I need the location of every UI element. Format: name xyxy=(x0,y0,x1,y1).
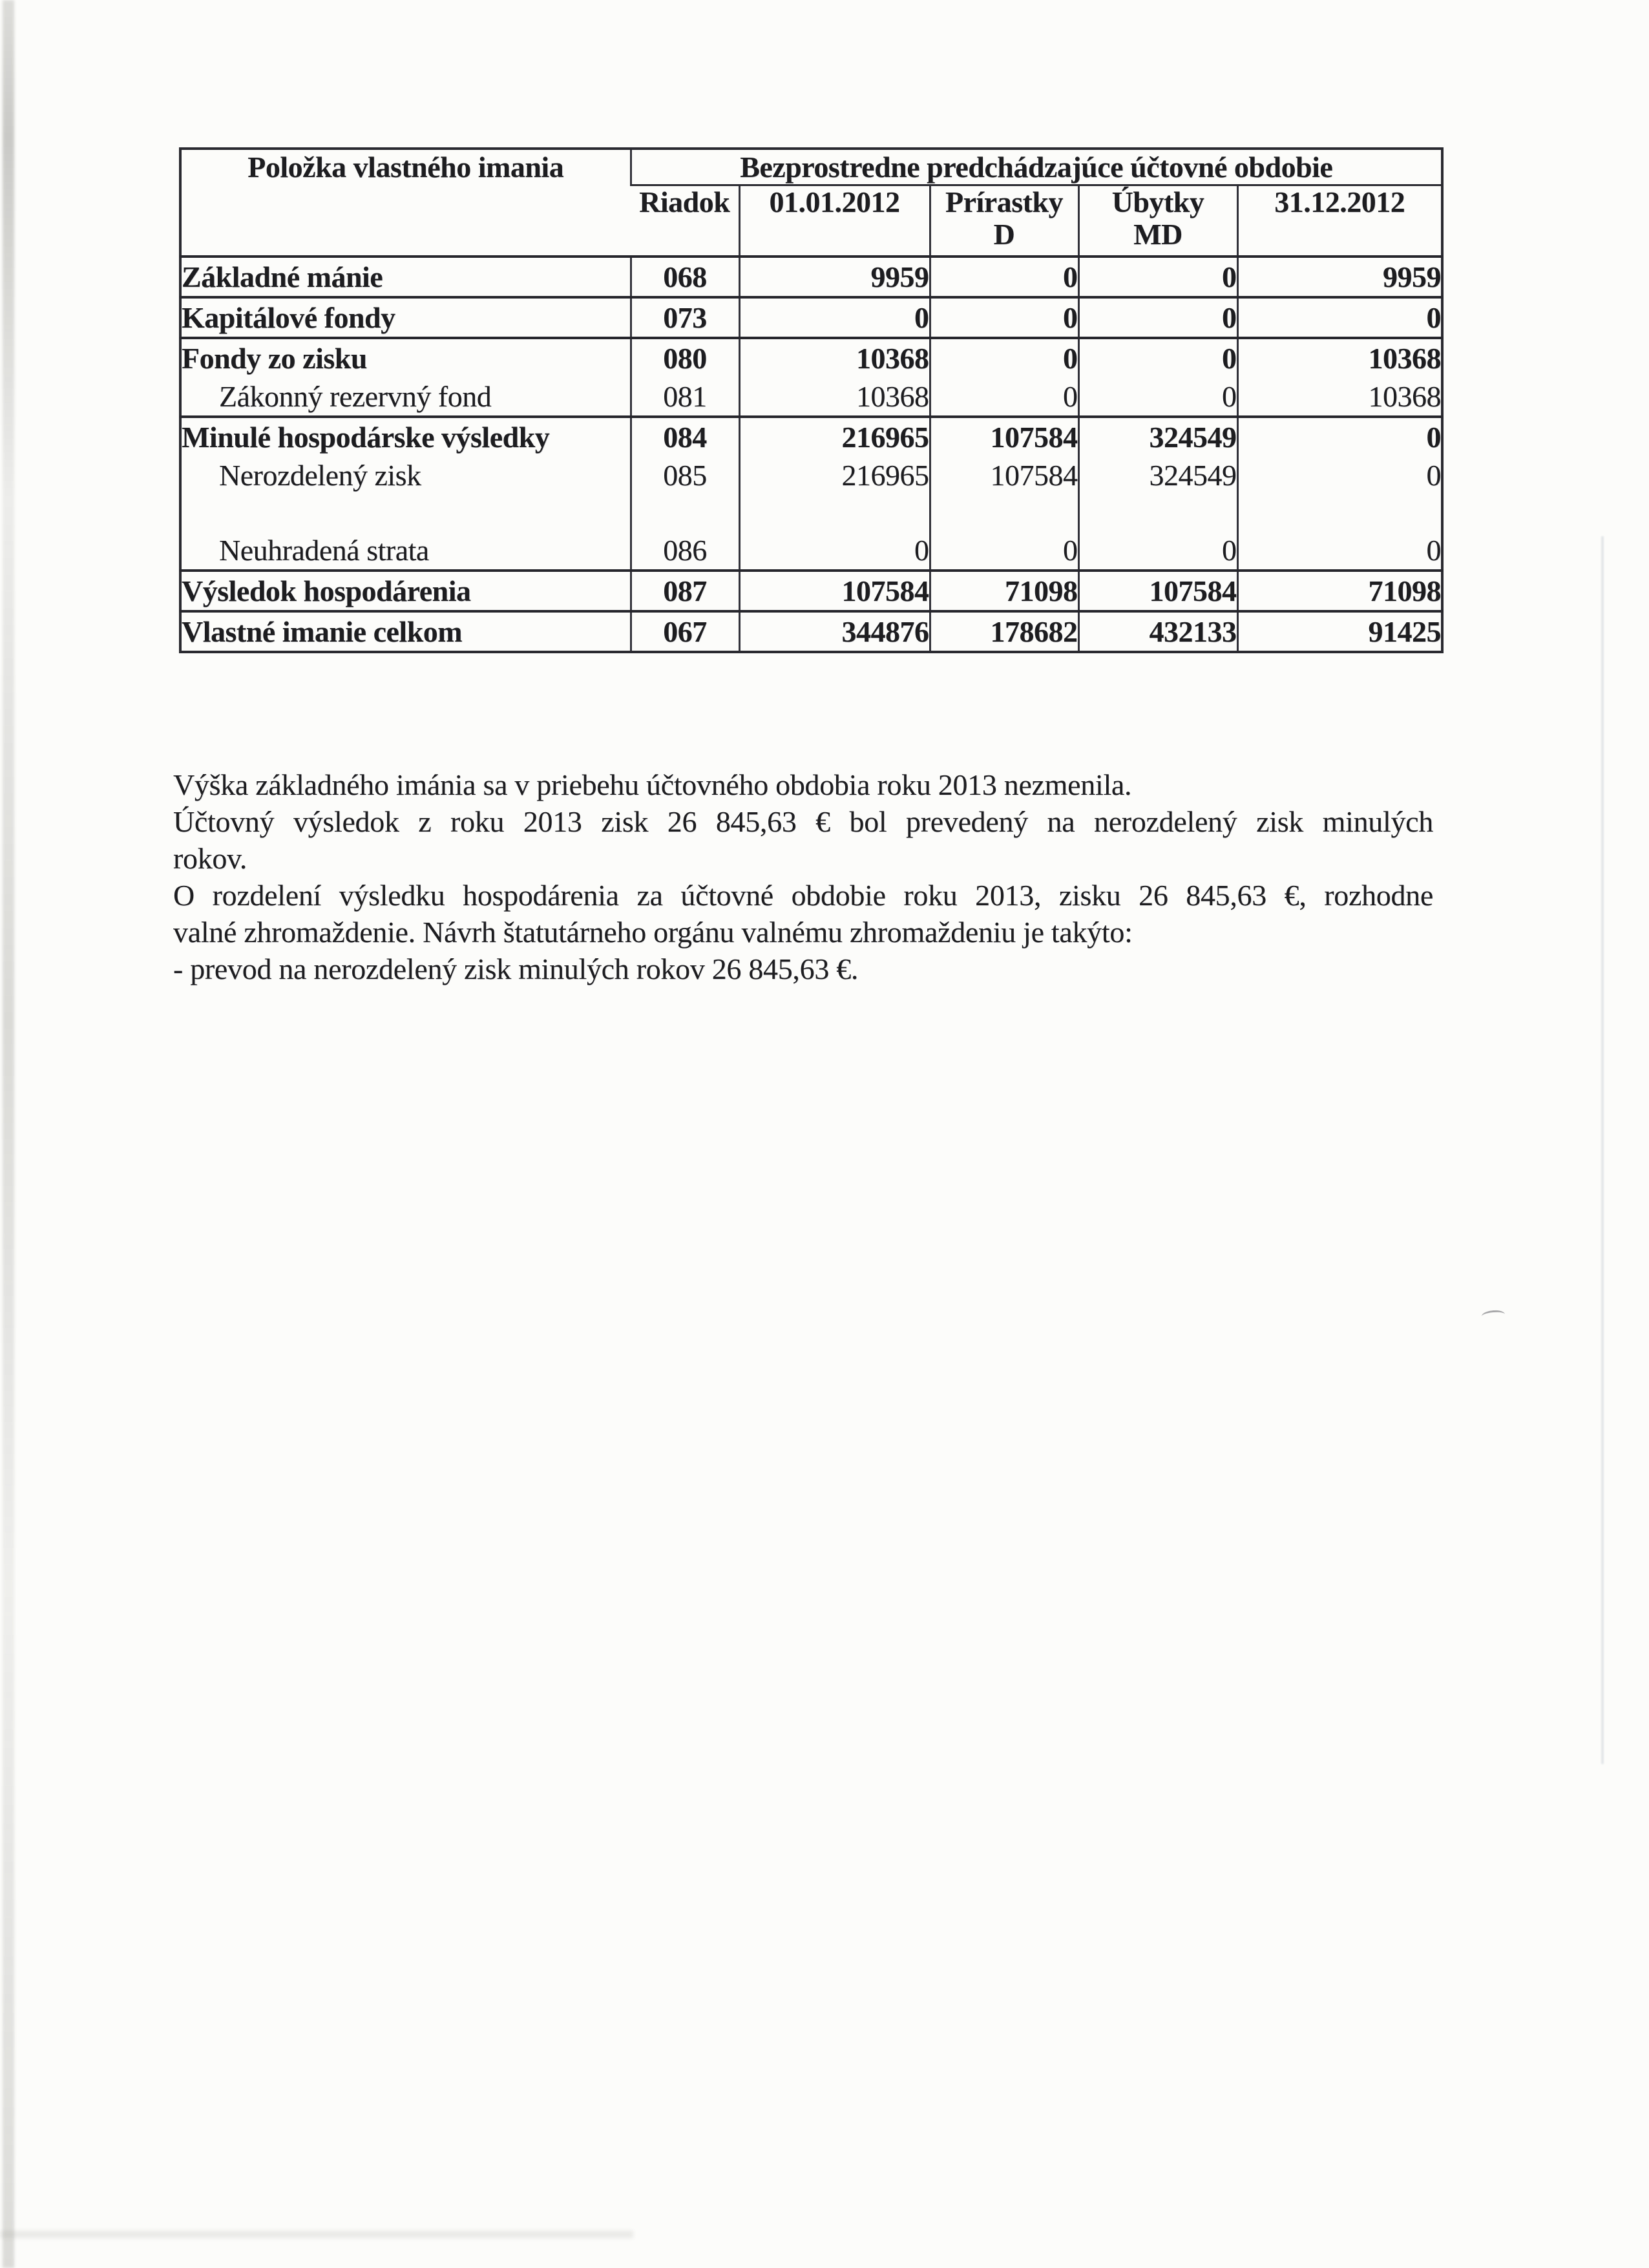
value-additions: 71098 xyxy=(930,571,1078,611)
value-disposals: 107584 xyxy=(1078,571,1237,611)
column-header-label: 31.12.2012 xyxy=(1274,185,1405,218)
row-number: 068 xyxy=(631,257,739,297)
paragraph-line: valné zhromaždenie. Návrh štatutárneho orgánu valnému zhromaždeniu je takýto: xyxy=(173,916,1133,949)
row-number: 085 xyxy=(631,456,739,494)
row-label: Základné mánie xyxy=(180,257,631,297)
table-row-vlastne-imanie-celkom xyxy=(180,611,1442,652)
value-opening: 10368 xyxy=(739,338,930,377)
value-disposals: 324549 xyxy=(1078,456,1237,494)
table-row-zakladne-imanie xyxy=(180,257,1442,297)
paragraph xyxy=(173,803,1433,877)
row-label: Vlastné imanie celkom xyxy=(180,611,631,652)
value-additions: 0 xyxy=(930,257,1078,297)
table-row-vysledok-hospodarenia xyxy=(180,571,1442,611)
column-header-riadok xyxy=(631,185,739,257)
value-opening: 216965 xyxy=(739,456,930,494)
value-additions: 0 xyxy=(930,531,1078,571)
scan-edge-artifact-left xyxy=(3,0,14,2268)
column-header-label: 01.01.2012 xyxy=(769,185,900,218)
scan-edge-artifact-right xyxy=(1601,536,1604,1764)
value-opening: 0 xyxy=(739,297,930,338)
scan-smudge-bottom xyxy=(0,2231,633,2238)
paragraph xyxy=(173,766,1433,803)
item-column-header: Položka vlastného imania xyxy=(247,151,564,184)
paragraph-line: rokov. xyxy=(173,842,247,875)
value-opening: 107584 xyxy=(739,571,930,611)
row-number: 084 xyxy=(631,417,739,456)
value-opening: 10368 xyxy=(739,377,930,417)
value-closing: 0 xyxy=(1237,531,1442,571)
table-row-neuhradena-strata xyxy=(180,531,1442,571)
table-row-zakonny-rezervny-fond xyxy=(180,377,1442,417)
value-additions: 178682 xyxy=(930,611,1078,652)
value-disposals: 0 xyxy=(1078,338,1237,377)
paragraph xyxy=(173,950,1433,987)
row-label: Kapitálové fondy xyxy=(180,297,631,338)
row-number: 086 xyxy=(631,531,739,571)
value-closing: 71098 xyxy=(1237,571,1442,611)
row-label: Zákonný rezervný fond xyxy=(219,380,492,413)
value-opening: 344876 xyxy=(739,611,930,652)
table-row-kapitalove-fondy xyxy=(180,297,1442,338)
column-header-label: Riadok xyxy=(639,185,730,218)
paragraph xyxy=(173,877,1433,950)
value-opening: 216965 xyxy=(739,417,930,456)
scan-smudge-mark xyxy=(1481,1309,1505,1321)
row-number: 087 xyxy=(631,571,739,611)
row-label: Fondy zo zisku xyxy=(180,338,631,377)
row-label: Výsledok hospodárenia xyxy=(180,571,631,611)
value-additions: 0 xyxy=(930,338,1078,377)
value-closing: 91425 xyxy=(1237,611,1442,652)
row-number: 081 xyxy=(631,377,739,417)
table-header-row-1 xyxy=(180,149,1442,185)
value-closing: 9959 xyxy=(1237,257,1442,297)
value-disposals: 0 xyxy=(1078,377,1237,417)
period-span-header: Bezprostredne predchádzajúce účtovné obdobie xyxy=(631,149,1442,185)
value-disposals: 324549 xyxy=(1078,417,1237,456)
value-disposals: 0 xyxy=(1078,257,1237,297)
value-closing: 10368 xyxy=(1237,377,1442,417)
table-row-nerozdeleny-zisk xyxy=(180,456,1442,494)
column-header-label: Úbytky xyxy=(1111,185,1204,218)
value-closing: 10368 xyxy=(1237,338,1442,377)
notes-text-block xyxy=(173,766,1433,987)
column-header-disposals: Úbytky MD xyxy=(1078,185,1237,257)
value-disposals: 432133 xyxy=(1078,611,1237,652)
value-opening: 0 xyxy=(739,531,930,571)
value-closing: 0 xyxy=(1237,297,1442,338)
value-closing: 0 xyxy=(1237,417,1442,456)
value-additions: 107584 xyxy=(930,417,1078,456)
paragraph-line: Účtovný výsledok z roku 2013 zisk 26 845,63 € bol prevedený na nerozdelený zisk minulých xyxy=(173,805,1433,838)
table-row-fondy-zo-zisku xyxy=(180,338,1442,377)
paragraph-line: Výška základného imánia sa v priebehu účtovného obdobia roku 2013 nezmenila. xyxy=(173,768,1132,801)
row-number: 073 xyxy=(631,297,739,338)
equity-items-table xyxy=(179,147,1444,653)
value-additions: 107584 xyxy=(930,456,1078,494)
value-additions: 0 xyxy=(930,297,1078,338)
value-disposals: 0 xyxy=(1078,531,1237,571)
row-number: 080 xyxy=(631,338,739,377)
paragraph-line: - prevod na nerozdelený zisk minulých rokov 26 845,63 €. xyxy=(173,952,859,985)
row-label: Nerozdelený zisk xyxy=(219,459,421,492)
column-header-closing xyxy=(1237,185,1442,257)
value-additions: 0 xyxy=(930,377,1078,417)
row-label: Neuhradená strata xyxy=(219,534,429,567)
column-header-additions: Prírastky D xyxy=(930,185,1078,257)
table-row-minule-hospodarske-vysledky xyxy=(180,417,1442,456)
row-number: 067 xyxy=(631,611,739,652)
paragraph-line: O rozdelení výsledku hospodárenia za účtovné obdobie roku 2013, zisku 26 845,63 €, rozhodne xyxy=(173,879,1433,912)
column-header-label: Prírastky xyxy=(945,185,1063,218)
value-disposals: 0 xyxy=(1078,297,1237,338)
column-header-opening xyxy=(739,185,930,257)
value-closing: 0 xyxy=(1237,456,1442,494)
value-opening: 9959 xyxy=(739,257,930,297)
row-label: Minulé hospodárske výsledky xyxy=(180,417,631,456)
table-spacer-row xyxy=(180,494,1442,531)
